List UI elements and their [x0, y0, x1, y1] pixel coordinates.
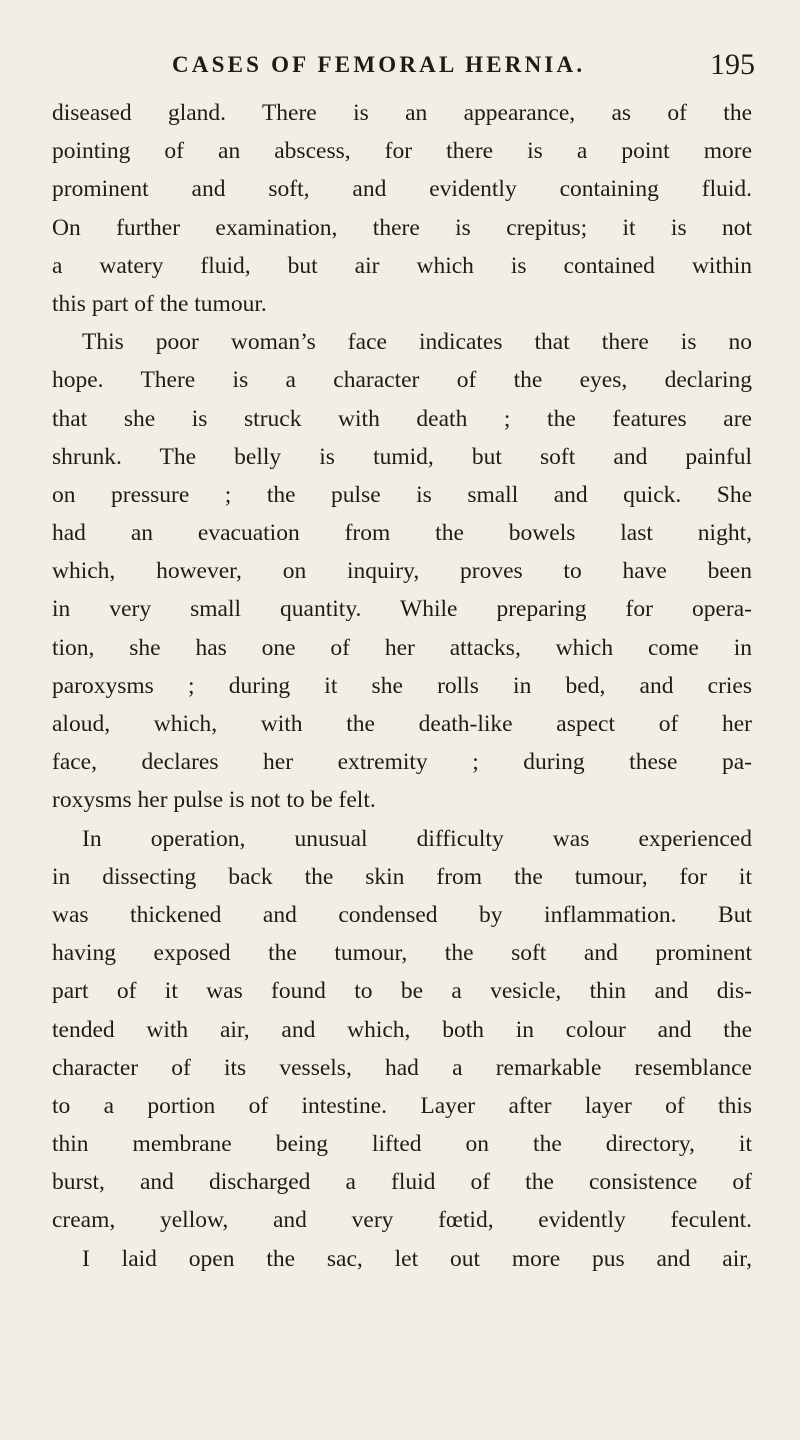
text-line: tion, she has one of her attacks, which come in	[52, 634, 752, 661]
body-text	[52, 94, 752, 1278]
paragraph-start-line: This poor woman’s face indicates that there is no	[82, 329, 752, 356]
text-line: tended with air, and which, both in colour and the	[52, 1016, 752, 1043]
text-line: part of it was found to be a vesicle, thin and dis-	[52, 978, 752, 1005]
text-line: cream, yellow, and very fœtid, evidently feculent.	[52, 1207, 752, 1234]
text-line: character of its vessels, had a remarkable resemblance	[52, 1054, 752, 1081]
text-line: pointing of an abscess, for there is a point more	[52, 138, 752, 165]
text-line: a watery fluid, but air which is contained within	[52, 252, 752, 279]
text-line: to a portion of intestine. Layer after layer of this	[52, 1092, 752, 1119]
text-line: prominent and soft, and evidently containing fluid.	[52, 176, 752, 203]
paragraph-start-line: In operation, unusual difficulty was experienced	[82, 825, 752, 852]
text-line: on pressure ; the pulse is small and quick. She	[52, 481, 752, 508]
text-line: shrunk. The belly is tumid, but soft and painful	[52, 443, 752, 470]
text-line: was thickened and condensed by inflammation. But	[52, 901, 752, 928]
running-header	[0, 48, 800, 92]
text-line: thin membrane being lifted on the directory, it	[52, 1131, 752, 1158]
running-title: CASES OF FEMORAL HERNIA.	[172, 52, 586, 77]
text-line: burst, and discharged a fluid of the consistence of	[52, 1169, 752, 1196]
text-line: On further examination, there is crepitus; it is not	[52, 214, 752, 241]
text-line: in very small quantity. While preparing for opera-	[52, 596, 752, 623]
text-line: that she is struck with death ; the features are	[52, 405, 752, 432]
text-line: this part of the tumour.	[52, 290, 267, 317]
text-line: which, however, on inquiry, proves to have been	[52, 558, 752, 585]
text-line: hope. There is a character of the eyes, declaring	[52, 367, 752, 394]
text-line: diseased gland. There is an appearance, as of the	[52, 100, 752, 126]
text-line: had an evacuation from the bowels last night,	[52, 520, 752, 547]
text-line: aloud, which, with the death-like aspect of her	[52, 711, 752, 737]
paragraph-start-line: I laid open the sac, let out more pus and air,	[82, 1245, 752, 1272]
text-line: roxysms her pulse is not to be felt.	[52, 787, 376, 814]
text-line: face, declares her extremity ; during these pa-	[52, 749, 752, 776]
text-line: having exposed the tumour, the soft and prominent	[52, 940, 752, 967]
text-line: paroxysms ; during it she rolls in bed, and cries	[52, 672, 752, 699]
text-line: in dissecting back the skin from the tumour, for it	[52, 863, 752, 890]
page-number: 195	[710, 48, 755, 81]
